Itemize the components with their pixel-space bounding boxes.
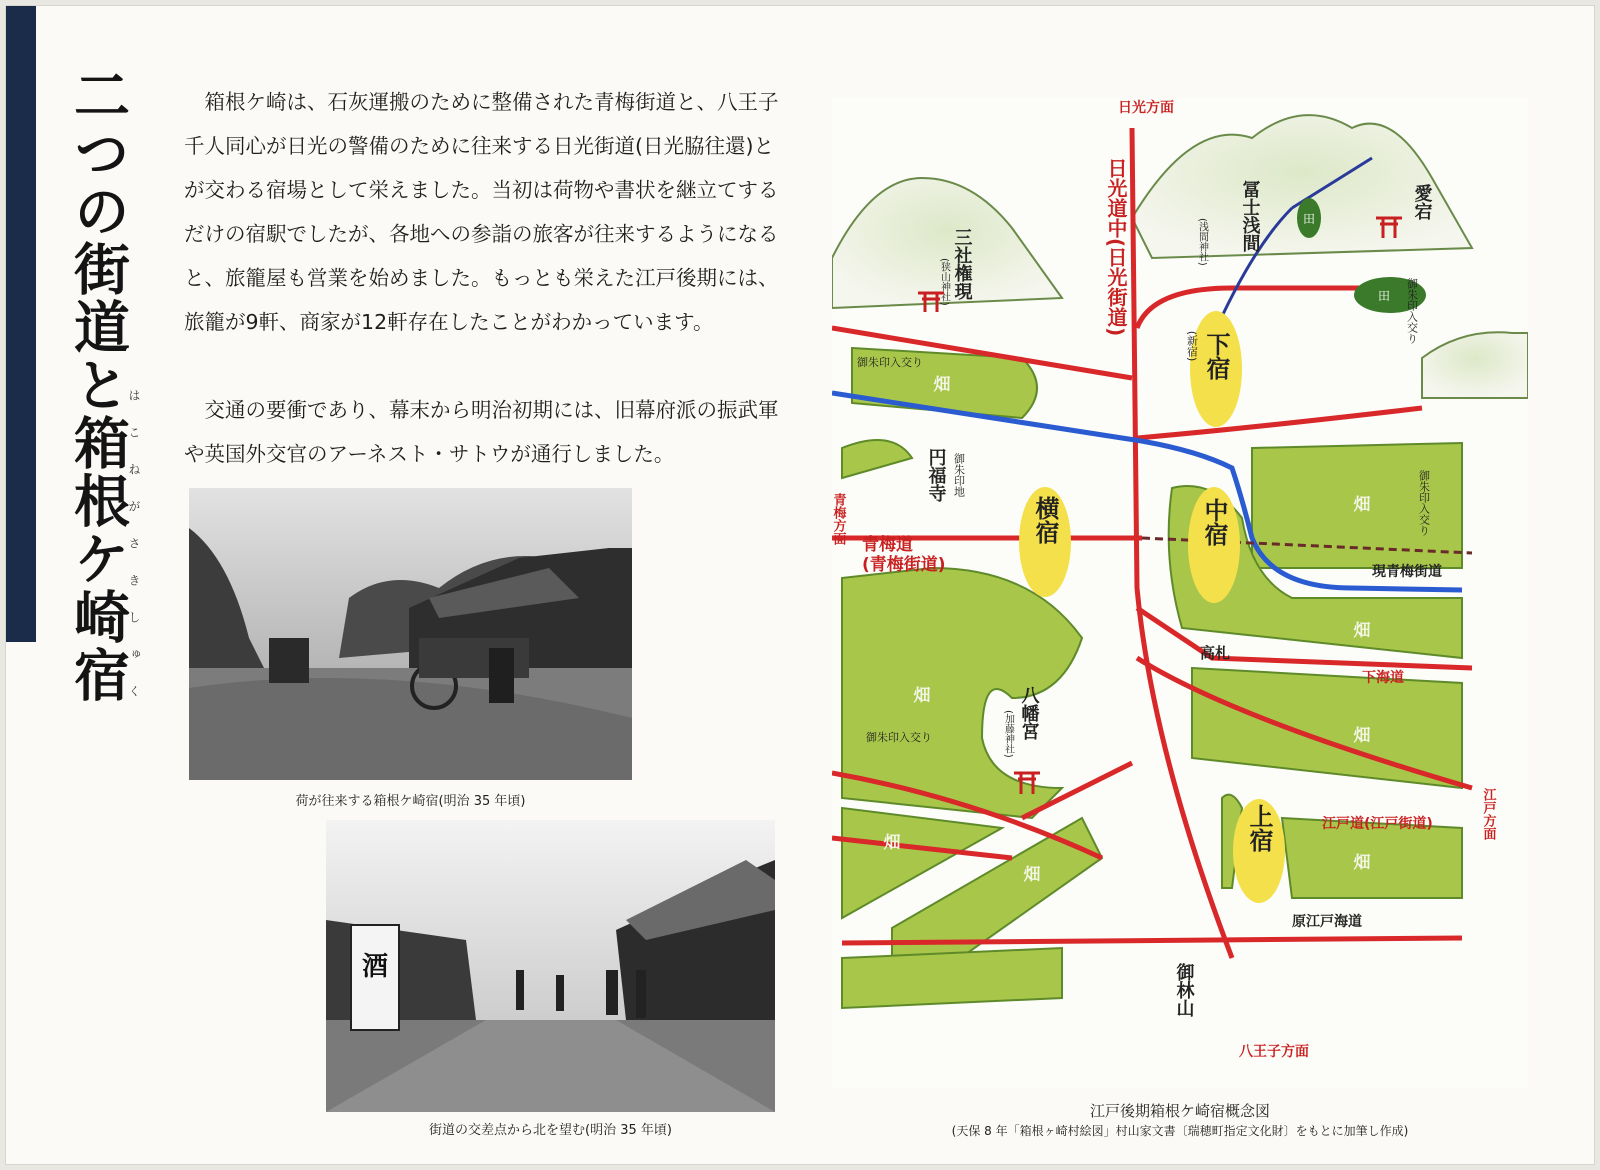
road-ome-paren: (青梅街道) <box>862 555 946 575</box>
field-label-2: 畑 <box>1353 495 1371 515</box>
direction-west: 青梅方面 <box>832 493 846 545</box>
shuku-shimo-sub: (新宿) <box>1185 330 1199 362</box>
shuku-shimo-label: 下宿 <box>1202 332 1230 380</box>
shuku-yoko-label: 横宿 <box>1031 496 1059 544</box>
title-ruby: はこねがさきしゅく <box>127 389 141 722</box>
field-label-7: 畑 <box>1023 865 1041 885</box>
temple-enpukuji: 円福寺 <box>925 448 947 502</box>
map-source: (天保 8 年「箱根ヶ崎村絵図」村山家文書〔瑞穂町指定文化財〕をもとに加筆し作成) <box>951 1124 1409 1138</box>
direction-north: 日光方面 <box>1118 100 1174 116</box>
field-label-4: 畑 <box>913 686 931 706</box>
road-edo-label: 江戸道(江戸街道) <box>1322 816 1433 832</box>
shuku-naka-label: 中宿 <box>1200 498 1228 546</box>
road-nikko-label: 日光道中(日光街道) <box>1104 158 1128 337</box>
svg-text:田: 田 <box>1302 212 1316 226</box>
field-label-8: 畑 <box>1353 853 1371 873</box>
sake-sign-text: 酒 <box>361 952 389 982</box>
map-title: 江戸後期箱根ケ崎宿概念図 <box>1089 1102 1270 1120</box>
shuku-kami-label: 上宿 <box>1245 804 1273 852</box>
road-current-ome-label: 現青梅街道 <box>1372 564 1442 580</box>
shrine-sansha: 三社権現 <box>951 228 973 300</box>
photo-1-caption: 荷が往来する箱根ケ崎宿(明治 35 年頃) <box>295 794 526 809</box>
paragraph-1: 箱根ケ崎は、石灰運搬のために整備された青梅街道と、八王子千人同心が日光の警備のために往来する日光街道(日光脇往還)とが交わる宿場として栄えました。当初は荷物や書状を継立てするだけの宿駅でしたが、各地への参詣の旅客が往来するようになると、旅籠屋も営業を始めました。もっとも栄えた江戸後期には、旅籠が9軒、商家が12軒存在したことがわかっています。 <box>184 90 779 334</box>
field-label-5: 畑 <box>1353 726 1371 746</box>
shrine-hachiman-sub: (加藤神社) <box>1002 710 1014 758</box>
svg-text:田: 田 <box>1377 289 1391 303</box>
side-color-bar <box>6 6 36 642</box>
field-label-6: 畑 <box>883 833 901 853</box>
road-ome-label: 青梅道 <box>862 535 913 555</box>
photo-2-caption: 街道の交差点から北を望む(明治 35 年頃) <box>429 1123 672 1138</box>
temple-enpukuji-sub: 御朱印地 <box>952 453 966 497</box>
road-shimo-kaido-label: 下海道 <box>1362 670 1404 686</box>
kosatsu-label: 高札 <box>1200 644 1231 662</box>
shukuba-map <box>832 98 1528 1088</box>
board-title: 二つの街道と箱根ケ崎宿 <box>65 66 130 704</box>
forest-label: 御林山 <box>1173 963 1195 1017</box>
shrine-hachiman: 八幡宮 <box>1018 686 1040 740</box>
historic-photo-2 <box>326 820 775 1112</box>
historic-photo-1 <box>189 488 632 780</box>
direction-east: 江戸方面 <box>1480 788 1496 840</box>
mixed-field-label-3: 御朱印入交り <box>1417 470 1431 536</box>
field-label-3: 畑 <box>1353 621 1371 641</box>
paragraph-2: 交通の要衝であり、幕末から明治初期には、旧幕府派の振武軍や英国外交官のアーネスト・サトウが通行しました。 <box>184 398 779 466</box>
field-label-1: 畑 <box>933 375 951 395</box>
shrine-fuji-sub: (浅間神社) <box>1196 218 1208 266</box>
shrine-atago: 愛宕 <box>1411 184 1433 220</box>
direction-south: 八王子方面 <box>1239 1044 1309 1060</box>
road-hara-edo-label: 原江戸海道 <box>1292 914 1362 930</box>
shrine-fuji: 冨士浅間 <box>1239 180 1261 252</box>
mixed-field-label-1: 御朱印入交り <box>857 356 923 369</box>
mixed-field-label-2: 御朱印入交り <box>1405 278 1419 344</box>
signboard <box>6 6 1594 1164</box>
mixed-field-label-4: 御朱印入交り <box>866 731 932 744</box>
shrine-sansha-sub: (狭山神社) <box>938 258 950 306</box>
